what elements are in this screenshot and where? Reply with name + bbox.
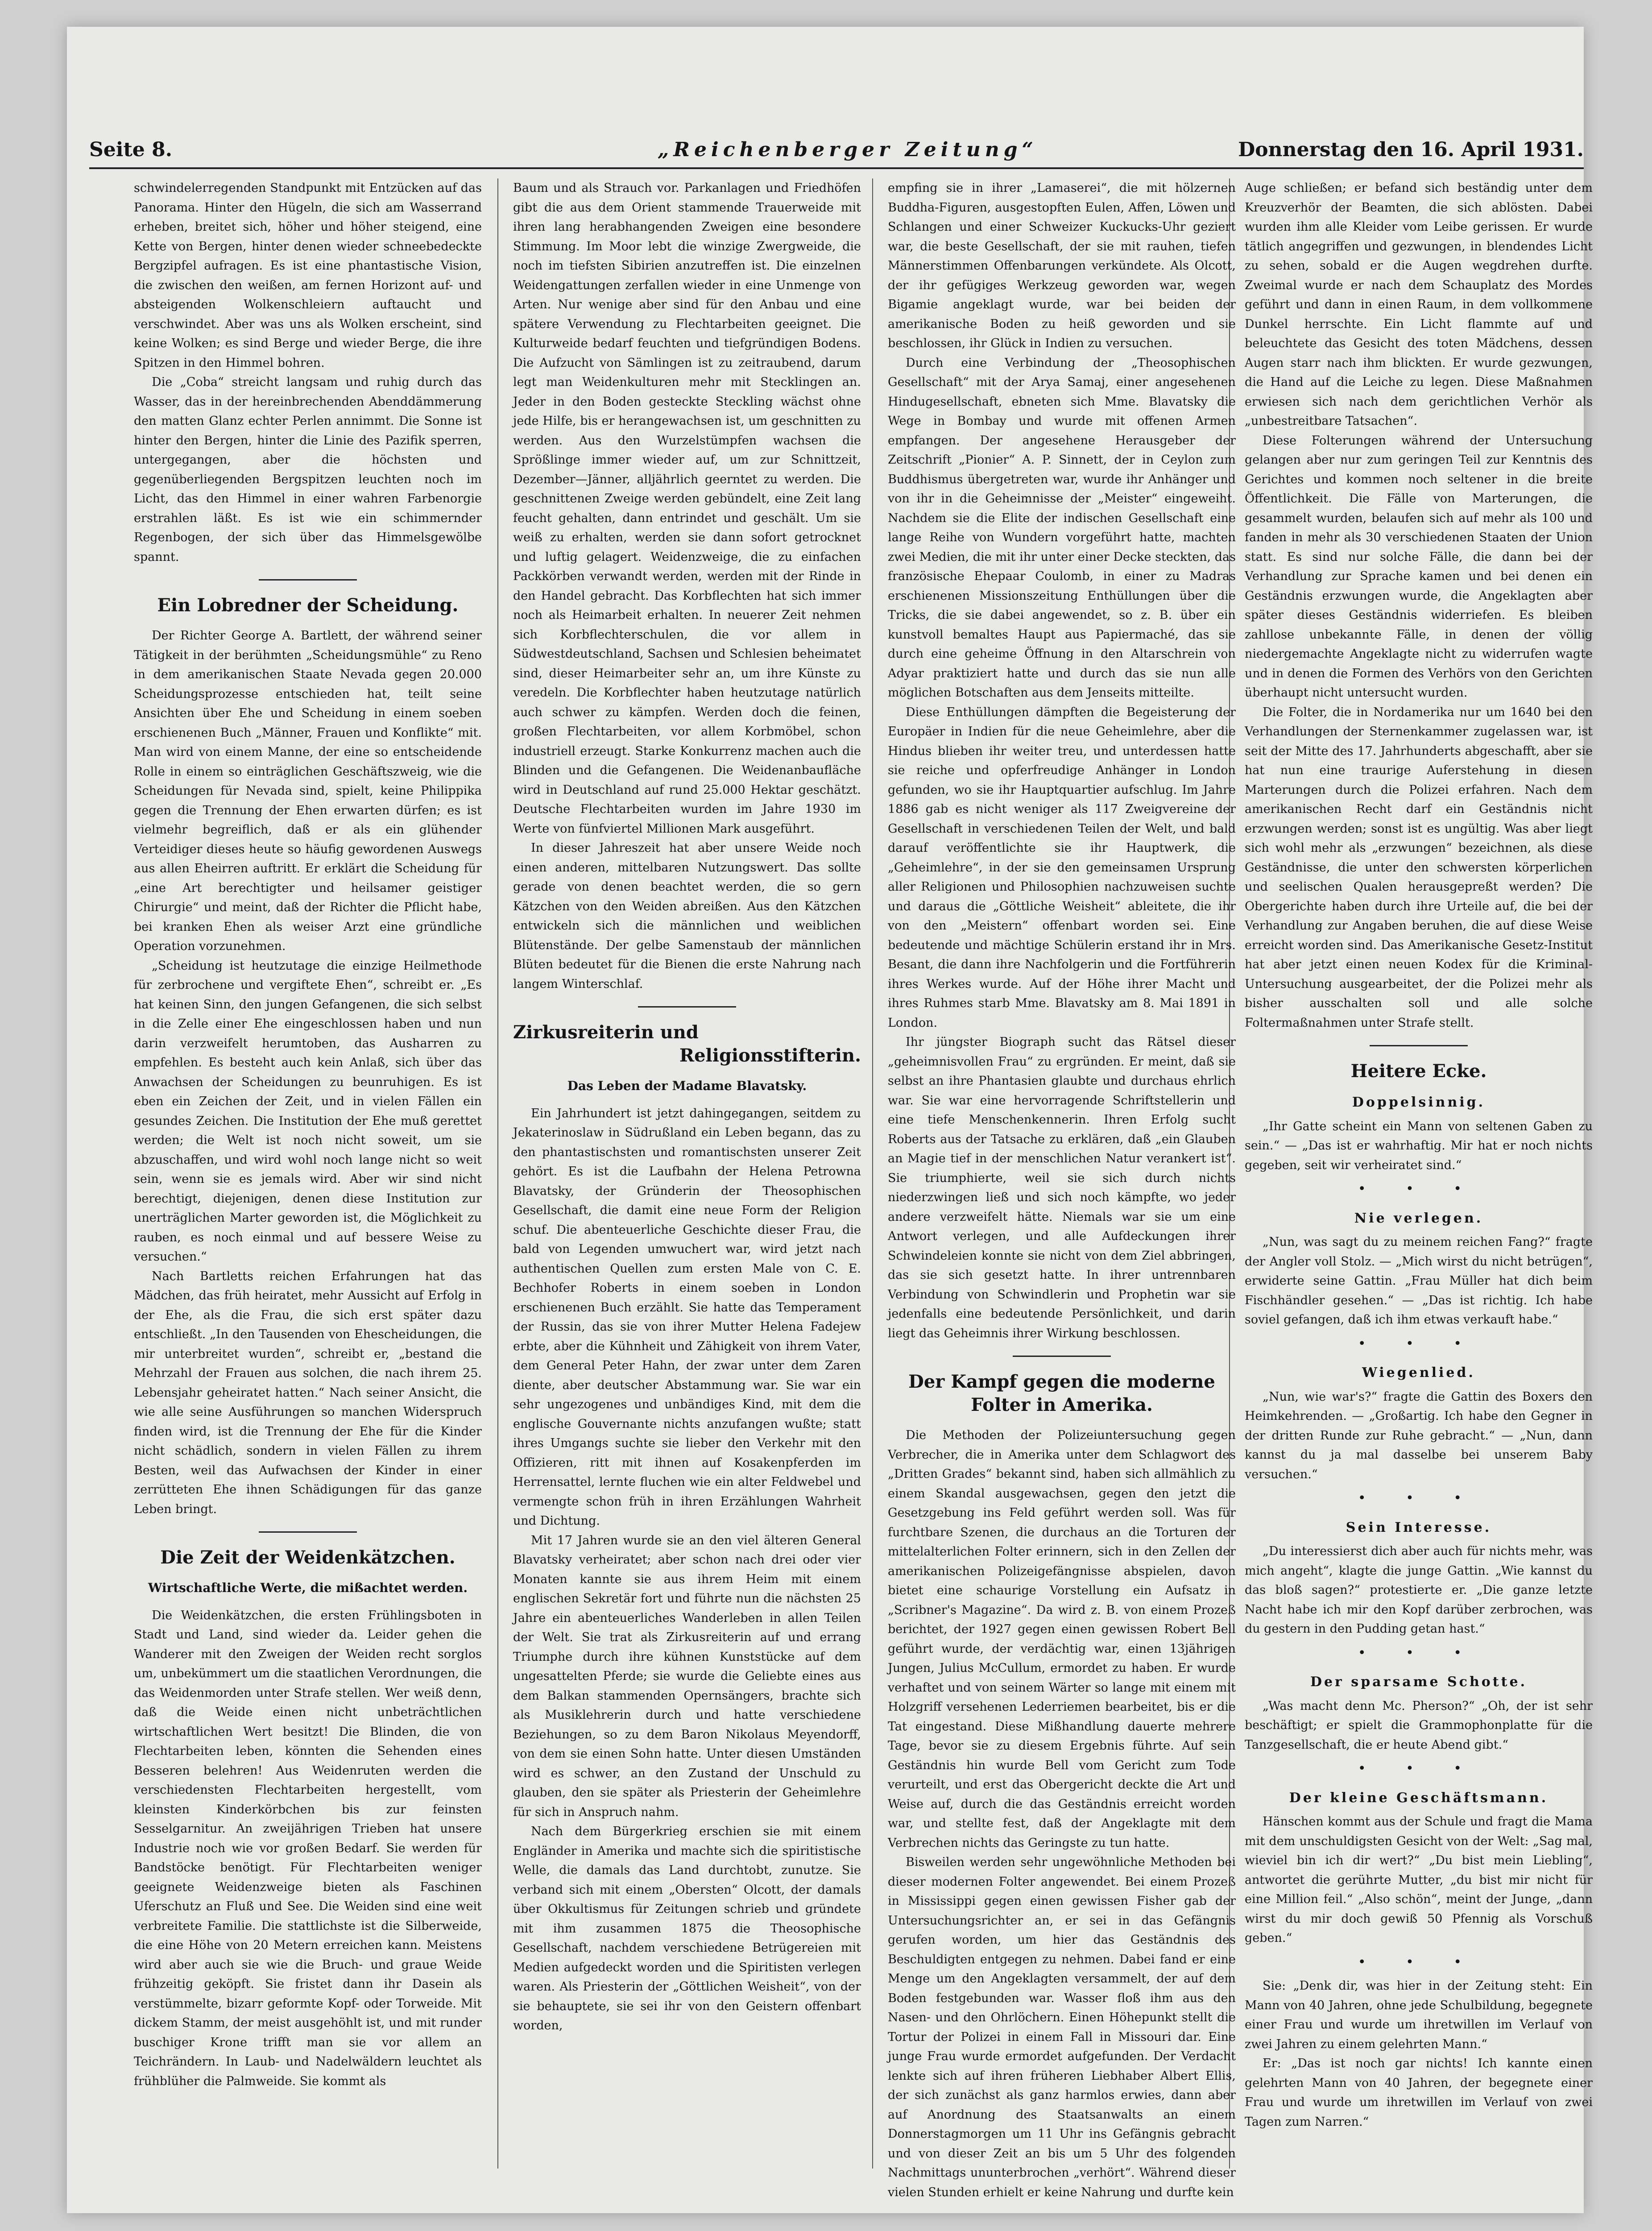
article-paragraph: Mit 17 Jahren wurde sie an den viel älteren General Blavatsky verheiratet; aber schon nach drei oder vier Monaten kannte sie aus ihrem Heim mit einem englischen Sekretär fort und führte nun die nächsten 25 Jahre ein abenteuerliches Wanderleben in allen Teilen der Welt. Sie trat als Zirkusreiterin auf und errang Triumphe durch ihre kühnen Kunststücke auf dem ungesattelten Pferde; sie wurde die Geliebte eines aus dem Balkan stammenden Opernsängers, brachte sich als Musiklehrerin durch und hatte verschiedene Beziehungen, so zu dem Baron Nikolaus Meyendorff, von dem sie einen Sohn hatte. Unter diesen Umständen wird es schwer, an den Zustand der Unschuld zu glauben, den sie später als Priesterin der Geheimlehre für sich in Anspruch nahm. [513,1533,861,1819]
article-paragraph: Die Weidenkätzchen, die ersten Frühlingsboten in Stadt und Land, sind wieder da. Leider gehen die Wanderer mit den Zweigen der Weiden recht sorglos um, unbekümmert um die staatlichen Verordnungen, die das Weidenmorden unter Strafe stellen. Wer weiß denn, daß die Weide einen nicht unbeträchtlichen wirtschaftlichen Wert besitzt! Die Blinden, die von Flechtarbeiten leben, könnten die Sehenden eines Besseren belehren! Aus Weidenruten werden die verschiedensten Flechtarbeiten hergestellt, vom kleinsten Kinderkörbchen bis zur feinsten Sesselgarnitur. An zweijährigen Trieben hat unsere Industrie noch wie vor großen Bedarf. Sie werden für Bandstöcke benötigt. Für Flechtarbeiten weniger geeignete Weidenzweige bieten als Faschinen Uferschutz an Fluß und See. Die Weiden sind eine weit verbreitete Familie. Die stattlichste ist die Silberweide, die eine Höhe von 20 Metern erreichen kann. Meistens wird aber auch sie wie die Bruch- und graue Weide frühzeitig geköpft. Sie fristet dann ihr Dasein als verstümmelte, bizarr geformte Kopf- oder Torweide. Mit dickem Stamm, der meist ausgehöhlt ist, und mit runder buschiger Krone trifft man sie vor allem an Teichrändern. In Laub- und Nadelwäldern leuchtet als frühblüher die Palmweide. Sie kommt als [134,1608,482,2088]
column-1 [134,178,482,2091]
article-paragraph: Die Methoden der Polizeiuntersuchung gegen Verbrecher, die in Amerika unter dem Schlagwort des „Dritten Grades“ bekannt sind, haben sich allmählich zu einem Skandal ausgewachsen, gegen den jetzt die Gesetzgebung ins Feld geführt werden soll. Was für furchtbare Szenen, die durchaus an die Torturen der mittelalterlichen Folter erinnern, sich in den Zellen der amerikanischen Polizeigefängnisse abspielen, davon bietet eine schaurige Vorstellung ein Aufsatz in „Scribner's Magazine“. Da wird z. B. von einem Prozeß berichtet, der 1927 gegen einen gewissen Robert Bell geführt wurde, der verdächtig war, einen 13jährigen Jungen, Julius McCullum, ermordet zu haben. Er wurde verhaftet und von seinem Wärter so lange mit einem mit Holzgriff versehenen Lederriemen bearbeitet, bis er die Tat eingestand. Diese Mißhandlung dauerte mehrere Tage, bevor sie zu diesem Ergebnis führte. Auf sein Geständnis hin wurde Bell vom Gericht zum Tode verurteilt, und erst das Obergericht deckte die Art und Weise auf, durch die das Geständnis erreicht worden war, und stellte fest, daß der Angeklagte mit dem Verbrechen nichts das Geringste zu tun hatte. [888,1428,1236,1850]
headline-religionsstifterin: Religionsstifterin. [679,1045,861,1066]
joke-text: „Du interessierst dich aber auch für nichts mehr, was mich angeht“, klagte die junge Gattin. „Wie kannst du das bloß sagen?“ protestierte er. „Die ganze letzte Nacht habe ich mir den Kopf darüber zerbrochen, was du gestern in den Pudding getan hast.“ [1245,1544,1593,1636]
joke-title: Doppelsinnig. [1352,1095,1486,1110]
joke-text: „Ihr Gatte scheint ein Mann von seltenen Gaben zu sein.“ — „Das ist er wahrhaftig. Mir hat er noch nichts gegeben, seit wir verheiratet sind.“ [1245,1119,1593,1172]
article-paragraph: Durch eine Verbindung der „Theosophischen Gesellschaft“ mit der Arya Samaj, einer angesehenen Hindugesellschaft, ebneten sich Mme. Blavatsky die Wege in Bombay und wurde mit offenen Armen empfangen. Der angesehene Herausgeber der Zeitschrift „Pionier“ A. P. Sinnett, der in Ceylon zum Buddhismus übergetreten war, wurde ihr Anhänger und von ihr in die Geheimnisse der „Meister“ eingeweiht. Nachdem sie die Elite der indischen Gesellschaft eine lange Reihe von Wundern vorgeführt hatte, machten zwei Medien, die mit ihr unter einer Decke steckten, das französische Ehepaar Coulomb, in einer zu Madras erschienenen Missionszeitung Enthüllungen über die Tricks, die sie dabei angewendet, so z. B. über ein kunstvoll bemaltes Haupt aus Papiermaché, das sie durch eine geheime Öffnung in den Altarschrein von Adyar praktiziert hatte und durch das sie nun alle möglichen Botschaften aus dem Jenseits mitteilte. [888,356,1236,700]
article-paragraph: Der Richter George A. Bartlett, der während seiner Tätigkeit in der berühmten „Scheidungsmühle“ zu Reno in dem amerikanischen Staate Nevada gegen 20.000 Scheidungsprozesse entschieden hat, teilt seine Ansichten über Ehe und Scheidung in einem soeben erschienenen Buch „Männer, Frauen und Konflikte“ mit. Man wird von einem Manne, der eine so entscheidende Rolle in einem so einträglichen Geschäftszweig, wie die Scheidungen für Nevada sind, spielt, keine Philippika gegen die Trennung der Ehen erwarten dürfen; es ist vielmehr begreiflich, daß er als ein glühender Verteidiger dieses heute so häufig gewordenen Auswegs aus allen Eheirren auftritt. Er erklärt die Scheidung für „eine Art berechtigter und heilsamer geistiger Chirurgie“ und meint, daß der Richter die Pflicht habe, bei kranken Ehen als weiser Arzt eine gründliche Operation vorzunehmen. [134,629,482,953]
article-paragraph: Nach Bartletts reichen Erfahrungen hat das Mädchen, das früh heiratet, mehr Aussicht auf Erfolg in der Ehe, als die Frau, die sich erst später dazu entschließt. „In den Tausenden von Ehescheidungen, die mir unterbreitet wurden“, schreibt er, „bestand die Mehrzahl der Frauen aus solchen, die nach ihrem 25. Lebensjahr geheiratet hatten.“ Nach seiner Ansicht, die wie alle seine Ausführungen so manchen Widerspruch finden wird, ist die Trennung der Ehe für die Kinder nicht schädlich, sondern in vielen Fällen zu ihrem Besten, weil das Aufwachsen der Kinder in einer zerrütteten Ehe ihnen Schädigungen für das ganze Leben bringt. [134,1269,482,1516]
article-paragraph: „Scheidung ist heutzutage die einzige Heilmethode für zerbrochene und vergiftete Ehen“, schreibt er. „Es hat keinen Sinn, den jungen Gefangenen, die sich selbst in die Zelle einer Ehe eingeschlossen haben und nun darin verzweifelt herumtoben, das Ausharren zu empfehlen. Es besteht auch kein Anlaß, sich über das Anwachsen der Scheidungen zu beunruhigen. Es ist eben ein Zeichen der Zeit, und in vielen Fällen ein gesundes Zeichen. Die Institution der Ehe muß gerettet werden; die Welt ist noch nicht soweit, um sie abzuschaffen, und wird wohl noch lange nicht so weit sein, wenn sie es jemals wird. Aber wir sind nicht berechtigt, diejenigen, denen diese Institution zur unerträglichen Marter geworden ist, die Möglichkeit zu rauben, es noch einmal und auf bessere Weise zu versuchen.“ [134,958,482,1264]
joke-title: Wiegenlied. [1362,1365,1475,1381]
joke-text: Er: „Das ist noch gar nichts! Ich kannte einen gelehrten Mann von 40 Jahren, der begegnete einer Frau und wurde um ihretwillen im Verlauf von zwei Tagen zum Narren.“ [1245,2057,1593,2129]
section-rule [1013,1356,1111,1357]
separator-dots: • • • [1358,1181,1480,1197]
section-rule [259,579,357,581]
separator-dots: • • • [1358,1954,1480,1970]
newspaper-masthead: „Reichenberger Zeitung“ [658,138,1038,161]
subheadline: Das Leben der Madame Blavatsky. [567,1078,807,1093]
article-paragraph: Nach dem Bürgerkrieg erschien sie mit einem Engländer in Amerika und machte sich die spiritistische Welle, die damals das Land durchtobt, zunutze. Sie verband sich mit einem „Obersten“ Olcott, der damals über Okkultismus für Zeitungen schrieb und gründete mit ihm zusammen 1875 die Theosophische Gesellschaft, nachdem verschiedene Betrügereien mit Medien aufgedeckt worden und die Spiritisten verlegen waren. Als Priesterin der „Göttlichen Weisheit“, von der sie behauptete, sie sei ihr von den Geistern offenbart worden, [513,1825,861,2032]
header-rule [89,167,1584,169]
article-paragraph: Bisweilen werden sehr ungewöhnliche Methoden bei dieser modernen Folter angewendet. Bei einem Prozeß in Mississippi gegen einen gewissen Fisher gab der Untersuchungsrichter an, er sei in das Gefängnis gerufen worden, um hier das Geständnis des Beschuldigten entgegen zu nehmen. Dabei fand er eine Menge um den Angeklagten versammelt, der auf dem Boden festgebunden war. Wasser floß ihm aus den Nasen- und den Ohrlöchern. Einen Höhepunkt stellt die Tortur der Polizei in einem Fall in Missouri dar. Eine junge Frau wurde ermordet aufgefunden. Der Verdacht lenkte sich auf ihren früheren Liebhaber Albert Ellis, der sich zunächst als ganz harmlos erwies, dann aber auf Anordnung des Staatsanwalts an einem Donnerstagmorgen um 11 Uhr ins Gefängnis gebracht und von dieser Zeit an bis um 5 Uhr des folgenden Nachmittags ununterbrochen „verhört“. Während dieser vielen Stunden erhielt er keine Nahrung und durfte kein [888,1855,1236,2199]
separator-dots: • • • [1358,1335,1480,1352]
headline-scheidung: Ein Lobredner der Scheidung. [157,595,459,616]
section-rule [259,1531,357,1533]
headline-heitere-ecke: Heitere Ecke. [1350,1061,1487,1082]
column-divider [497,178,498,2169]
joke-title: Der kleine Geschäftsmann. [1289,1790,1548,1806]
page-header [89,134,1584,170]
separator-dots: • • • [1358,1761,1480,1776]
joke-text: Sie: „Denk dir, was hier in der Zeitung steht: Ein Mann von 40 Jahren, ohne jede Schulbildung, begegnete einer Frau und wurde um ihretwillen im Verlauf von zwei Jahren zu einem gelehrten Mann.“ [1245,1979,1593,2051]
column-divider [872,178,873,2169]
issue-date: Donnerstag den 16. April 1931. [1238,138,1584,161]
article-paragraph: Ihr jüngster Biograph sucht das Rätsel dieser „geheimnisvollen Frau“ zu ergründen. Er meint, daß sie selbst an ihre Phantasien glaubte und durchaus ehrlich war. Sie war eine hervorragende Schriftstellerin und eine tiefe Menschenkennerin. Ihren Erfolg sucht Roberts aus der Tatsache zu erklären, daß „ein Glauben an Magie tief in der menschlichen Natur verankert ist“. Sie triumphierte, weil sie sich durch nichts niederzwingen ließ und sich noch kämpfte, wo jeder andere verzweifelt hätte. Niemals war sie um eine Antwort verlegen, und alle Aufdeckungen ihrer Schwindeleien konnte sie nicht von dem Ziel abbringen, das sie sich gesetzt hatte. In ihrer untrennbaren Verbindung von Schwindlerin und Prophetin war sie jedenfalls eine bedeutende Persönlichkeit, und darin liegt das Geheimnis ihrer Wirkung beschlossen. [888,1035,1236,1340]
separator-dots: • • • [1358,1490,1480,1506]
section-rule [638,1006,736,1008]
joke-text: „Nun, wie war's?“ fragte die Gattin des Boxers den Heimkehrenden. — „Großartig. Ich habe den Gegner in der dritten Runde zur Ruhe gebracht.“ — „Nun, dann kannst du ja mal dasselbe bei unserem Baby versuchen.“ [1245,1389,1593,1481]
joke-title: Sein Interesse. [1346,1519,1492,1535]
article-paragraph: Diese Enthüllungen dämpften die Begeisterung der Europäer in Indien für die neue Geheimlehre, aber die Hindus blieben ihr weiter treu, und unterdessen hatte sie reiche und opferfreudige Anhänger in London gefunden, wo sie ihr Hauptquartier aufschlug. Im Jahre 1886 gab es nicht weniger als 117 Zweigvereine der Gesellschaft in verschiedenen Teilen der Welt, und bald darauf veröffentlichte sie ihr Hauptwerk, die „Geheimlehre“, in der sie den gemeinsamen Ursprung aller Religionen und Philosophien nachzuweisen suchte und daraus die „Göttliche Weisheit“ ableitete, die ihr von den „Meistern“ offenbart worden sei. Eine bedeutende und mächtige Schülerin erstand ihr in Mrs. Besant, die dann ihre Nachfolgerin und die Fortführerin ihres Werkes wurde. Auf der Höhe ihrer Macht und ihres Ruhmes starb Mme. Blavatsky am 8. Mai 1891 in London. [888,705,1236,1030]
joke-text: „Was macht denn Mc. Pherson?“ „Oh, der ist sehr beschäftigt; er spielt die Grammophonplatte für die Tanzgesellschaft, die er heute Abend gibt.“ [1245,1699,1593,1752]
headline-folter: Der Kampf gegen die moderne Folter in Amerika. [908,1371,1215,1415]
subheadline: Wirtschaftliche Werte, die mißachtet werden. [148,1580,468,1595]
joke-title: Der sparsame Schotte. [1310,1674,1528,1690]
joke-text: „Nun, was sagt du zu meinem reichen Fang?“ fragte der Angler voll Stolz. — „Mich wirst du nicht betrügen“, erwiderte seine Gattin. „Frau Müller hat dich beim Fischhändler gesehen.“ — „Das ist richtig. Ich habe soviel gefangen, daß ich ihm etwas verkauft habe.“ [1245,1235,1593,1327]
article-paragraph: Baum und als Strauch vor. Parkanlagen und Friedhöfen gibt die aus dem Orient stammende Trauerweide mit ihren lang herabhangenden Zweigen eine besondere Stimmung. Im Moor lebt die winzige Zwergweide, die noch im tiefsten Sibirien anzutreffen ist. Die einzelnen Weidengattungen zerfallen wieder in eine Unmenge von Arten. Nur wenige aber sind für den Anbau und eine spätere Verwendung zu Flechtarbeiten geeignet. Die Kulturweide bedarf feuchten und tiefgründigen Bodens. Die Aufzucht von Sämlingen ist zu zeitraubend, darum legt man Weidenkulturen mehr mit Stecklingen an. Jeder in den Boden gesteckte Steckling wächst ohne jede Hilfe, bis er herangewachsen ist, um geschnitten zu werden. Aus den Wurzelstümpfen wachsen die Sprößlinge immer wieder auf, um zur Schnittzeit, Dezember—Jänner, alljährlich geerntet zu werden. Die geschnittenen Zweige werden gebündelt, eine Zeit lang feucht gehalten, dann entrindet und geschält. Um sie weiß zu erhalten, werden sie dann sofort getrocknet und luftig gelagert. Weidenzweige, die zu einfachen Packkörben verwandt werden, werden mit der Rinde in den Handel gebracht. Das Korbflechten hat sich immer noch als Heimarbeit erhalten. In neuerer Zeit nehmen sich Korbflechterschulen, die vor allem in Südwestdeutschland, Sachsen und Schlesien beheimatet sind, dieser Heimarbeiter sehr an, um ihre Künste zu veredeln. Die Korbflechter haben heutzutage natürlich auch schwer zu kämpfen. Werden doch die feinen, großen Flechtarbeiten, vor allem Korbmöbel, schon industriell erzeugt. Starke Konkurrenz machen auch die Blinden und die Gefangenen. Die Weidenanbaufläche wird in Deutschland auf rund 25.000 Hektar geschätzt. Deutsche Flechtarbeiten wurden im Jahre 1930 im Werte von fünfviertel Millionen Mark ausgeführt. [513,181,861,836]
column-2 [513,178,861,2036]
article-paragraph: schwindelerregenden Standpunkt mit Entzücken auf das Panorama. Hinter den Hügeln, die sich am Wasserrand erheben, breitet sich, höher und höher steigend, eine Kette von Bergen, hinter denen wieder schneebedeckte Bergzipfel aufragen. Es ist eine phantastische Vision, die zwischen den weißen, am fernen Horizont auf- und absteigenden Wolkenschleiern auftaucht und verschwindet. Aber was uns als Wolken erscheint, sind keine Wolken; es sind Berge und wieder Berge, die ihre Spitzen in den Himmel bohren. [134,181,482,370]
headline-weidenkaetzchen: Die Zeit der Weidenkätzchen. [160,1547,455,1568]
section-rule [1370,1045,1468,1046]
article-paragraph: Diese Folterungen während der Untersuchung gelangen aber nur zum geringen Teil zur Kenntnis des Gerichtes und kommen noch seltener in die breite Öffentlichkeit. Die Fälle von Marterungen, die gesammelt wurden, belaufen sich auf mehr als 100 und fanden in mehr als 30 verschiedenen Staaten der Union statt. Es sind nur solche Fälle, die dann bei der Verhandlung zur Sprache kamen und bei denen ein Geständnis erzwungen wurde, die Angeklagten aber später dieses Geständnis widerriefen. Es bleiben zahllose unbekannte Fälle, in denen der völlig niedergemachte Angeklagte nicht zu widerrufen wagte und in denen die Formen des Verhörs von den Gerichten überhaupt nicht untersucht wurden. [1245,433,1593,700]
article-paragraph: Ein Jahrhundert ist jetzt dahingegangen, seitdem zu Jekaterinoslaw in Südrußland ein Leben begann, das zu den phantastischsten und romantischsten unserer Zeit gehört. Es ist die Laufbahn der Helena Petrowna Blavatsky, der Gründerin der Theosophischen Gesellschaft, die damit eine neue Form der Religion schuf. Die abenteuerliche Geschichte dieser Frau, die bald von Legenden umwuchert war, wird jetzt nach authentischen Quellen zum ersten Male von C. E. Bechhofer Roberts in einem soeben in London erschienenen Buch erzählt. Sie hatte das Temperament der Russin, das sie von ihrer Mutter Helena Fadejew erbte, aber die Kühnheit und Zähigkeit von ihrem Vater, dem General Peter Hahn, der zwar unter dem Zaren diente, aber deutscher Abstammung war. Sie war ein sehr ungezogenes und unbändiges Kind, mit dem die englische Gouvernante nichts anzufangen wußte; statt ihres Umgangs suchte sie lieber den Verkehr mit den Offizieren, ritt mit ihnen auf Kosakenpferden im Herrensattel, lernte fluchen wie ein alter Feldwebel und vermengte schon früh in ihren Erzählungen Wahrheit und Dichtung. [513,1106,861,1528]
article-paragraph: Die „Coba“ streicht langsam und ruhig durch das Wasser, das in der hereinbrechenden Abenddämmerung den matten Glanz echter Perlen annimmt. Die Sonne ist hinter den Bergen, hinter die Linie des Pazifik sperren, untergegangen, aber die höchsten und gegenüberliegenden Bergspitzen leuchten noch im Licht, das den Himmel in einer wahren Farbenorgie erstrahlen läßt. Es ist wie ein schimmernder Regenbogen, der sich über das Himmelsgewölbe spannt. [134,375,482,564]
article-paragraph: In dieser Jahreszeit hat aber unsere Weide noch einen anderen, mittelbaren Nutzungswert. Das sollte gerade von denen beachtet werden, die so gern Kätzchen von den Weiden abreißen. Aus den Kätzchen entwickeln sich die männlichen und weiblichen Blütenstände. Der gelbe Samenstaub der männlichen Blüten bedeutet für die Bienen die erste Nahrung nach langem Winterschlaf. [513,841,861,991]
article-paragraph: Die Folter, die in Nordamerika nur um 1640 bei den Verhandlungen der Sternenkammer zugelassen war, ist seit der Mitte des 17. Jahrhunderts abgeschafft, aber sie hat nun eine traurige Auferstehung in diesen Marterungen durch die Polizei erfahren. Nach dem amerikanischen Recht darf ein Geständnis nicht erzwungen werden; sonst ist es ungültig. Was aber liegt sich wohl mehr als „erzwungen“ bezeichnen, als diese Geständnisse, die unter den schwersten körperlichen und seelischen Qualen herausgepreßt werden? Die Obergerichte haben durch ihre Urteile auf, die bei der Verhandlung zur Angaben beruhen, die auf diese Weise erreicht worden sind. Das Amerikanische Gesetz-Institut hat aber jetzt einen neuen Kodex für die Kriminal-Untersuchung ausgearbeitet, der die Polizei mehr als bisher ausschalten soll und alle solche Foltermaßnahmen unter Strafe stellt. [1245,705,1593,1030]
column-4 [1245,178,1593,2131]
page-number: Seite 8. [89,138,173,161]
article-paragraph: empfing sie in ihrer „Lamaserei“, die mit hölzernen Buddha-Figuren, ausgestopften Eulen, Affen, Löwen und Schlangen und einer Schweizer Kuckucks-Uhr geziert war, die beste Gesellschaft, der sie mit rauhen, tiefen Männerstimmen Offenbarungen verkündete. Als Olcott, der ihr gefügiges Werkzeug geworden war, wegen Bigamie angeklagt wurde, war bei beiden der amerikanische Boden zu heiß geworden und sie beschlossen, ihr Glück in Indien zu versuchen. [888,181,1236,350]
article-paragraph: Auge schließen; er befand sich beständig unter dem Kreuzverhör der Beamten, die sich ablösten. Dabei wurden ihm alle Kleider vom Leibe gerissen. Er wurde tätlich angegriffen und gezwungen, in blendendes Licht zu sehen, sobald er die Augen wegdrehen durfte. Zweimal wurde er nach dem Schauplatz des Mordes geführt und dann in einen Raum, in dem vollkommene Dunkel herrschte. Ein Licht flammte auf und beleuchtete das Gesicht des toten Mädchens, dessen Augen starr nach ihm blickten. Er wurde gezwungen, die Hand auf die Leiche zu legen. Diese Maßnahmen erwiesen sich nach dem gerichtlichen Verhör als „unbestreitbare Tatsachen“. [1245,181,1593,428]
separator-dots: • • • [1358,1645,1480,1661]
joke-text: Hänschen kommt aus der Schule und fragt die Mama mit dem unschuldigsten Gesicht von der Welt: „Sag mal, wieviel bin ich dir wert?“ „Du bist mein Liebling“, antwortet die gerührte Mutter, „du bist mir nicht für eine Million feil.“ „Also schön“, meint der Junge, „dann wirst du mir doch gewiß 50 Pfennig als Vorschuß geben.“ [1245,1815,1593,1945]
headline-zirkusreiterin: Zirkusreiterin und [513,1022,699,1043]
column-3 [888,178,1236,2202]
joke-title: Nie verlegen. [1354,1210,1483,1226]
